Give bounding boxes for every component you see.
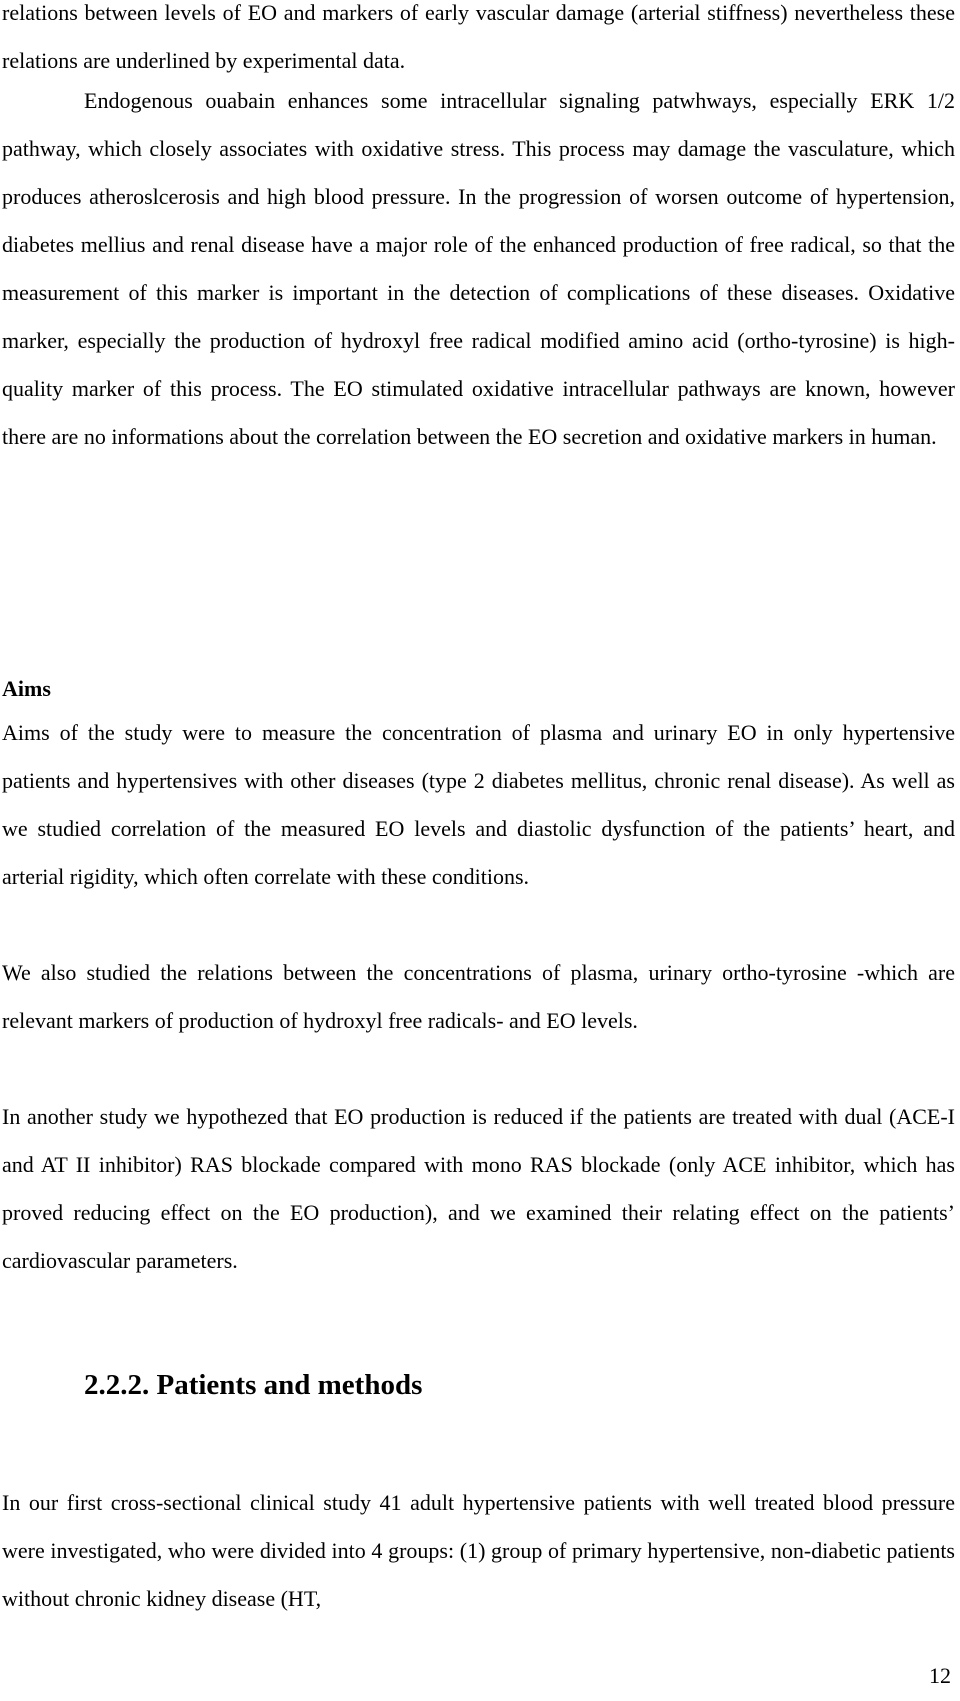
methods-paragraph-1: In our first cross-sectional clinical study 41 adult hypertensive patients with well treated blood pressure were investigated, who were divided into 4 groups: (1) group of primary hypertensive, non-diabetic patients without chronic kidney disease (HT, [2,1490,955,1611]
intro-ouabain-paragraph: Endogenous ouabain enhances some intracellular signaling patwhways, especially ERK 1/2 pathway, which closely associates with oxidative stress. This process may damage the vasculature, which produces atheroslcerosis and high blood pressure. In the progression of worsen outcome of hypertension, diabetes mellius and renal disease have a major role of the enhanced production of free radical, so that the measurement of this marker is important in the detection of complications of these diseases. Oxidative marker, especially the production of hydroxyl free radical modified amino acid (ortho-tyrosine) is high-quality marker of this process. The EO stimulated oxidative intracellular pathways are known, however there are no informations about the correlation between the EO secretion and oxidative markers in human. [2,88,955,449]
aims-paragraph-2: We also studied the relations between the concentrations of plasma, urinary ortho-tyrosine -which are relevant markers of production of hydroxyl free radicals- and EO levels. [2,960,955,1033]
aims-paragraph-3: In another study we hypothezed that EO production is reduced if the patients are treated with dual (ACE-I and AT II inhibitor) RAS blockade compared with mono RAS blockade (only ACE inhibitor, which has proved reducing effect on the EO production), and we examined their relating effect on the patients’ cardiovascular parameters. [2,1104,955,1273]
section-heading-patients-methods: 2.2.2. Patients and methods [84,1369,423,1401]
aims-heading: Aims [2,676,51,701]
aims-paragraph-1: Aims of the study were to measure the concentration of plasma and urinary EO in only hypertensive patients and hypertensives with other diseases (type 2 diabetes mellitus, chronic renal disease). As well as we studied correlation of the measured EO levels and diastolic dysfunction of the patients’ heart, and arterial rigidity, which often correlate with these conditions. [2,720,955,889]
page-number: 12 [929,1663,951,1688]
intro-continuation-paragraph: relations between levels of EO and markers of early vascular damage (arterial stiffness) nevertheless these relations are underlined by experimental data. [2,0,955,73]
